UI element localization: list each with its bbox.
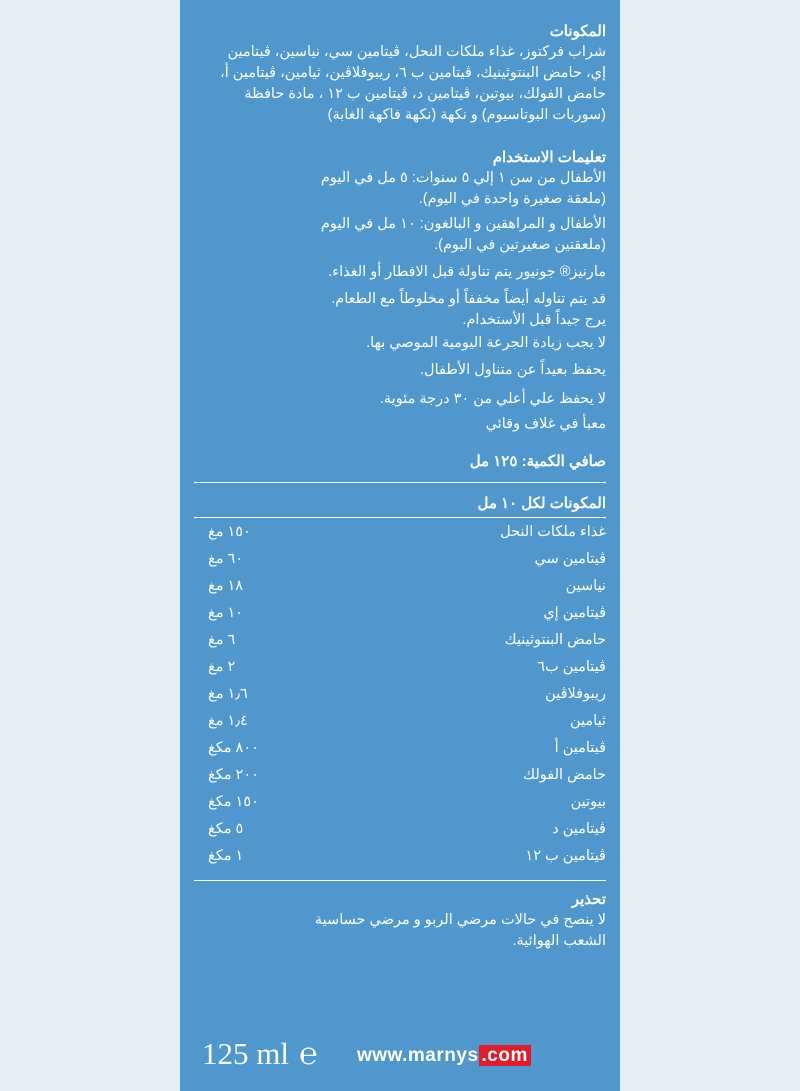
nutrient-name: ڤيتامين سي: [534, 551, 606, 567]
usage-line: (ملعقة صغيرة واحدة في اليوم).: [418, 191, 606, 207]
per-dose-title: المكونات لكل ١٠ مل: [477, 495, 606, 512]
nutrient-amount: ٨٠٠ مكغ: [208, 740, 259, 756]
nutrient-amount: ١٫٤ مغ: [208, 713, 248, 729]
nutrient-amount: ١٨ مغ: [208, 578, 244, 594]
table-row: [208, 821, 606, 845]
usage-line: (ملعقتين صغيرتين في اليوم).: [434, 237, 606, 253]
ingredients-section: [194, 22, 606, 126]
nutrient-name: ثيامين: [569, 713, 606, 729]
nutrient-name: ڤيتامين إي: [543, 605, 606, 621]
usage-line: لا يجب زيادة الجرعة اليومية الموصي بها.: [366, 335, 606, 351]
ingredients-line: حامض الفولك، بيوتين، ڤيتامين د، ڤيتامين ب ١٢ ، مادة حافظة: [244, 86, 606, 102]
table-row: [208, 551, 606, 575]
usage-section: [194, 148, 606, 435]
table-row: [208, 578, 606, 602]
table-row: [208, 713, 606, 737]
ingredients-line: شراب فركتوز، غذاء ملكات النحل، ڤيتامين سي، نياسين، ڤيتامين: [227, 44, 606, 60]
nutrient-amount: ١٫٦ مغ: [208, 686, 248, 702]
nutrient-name: بيوتين: [570, 794, 606, 810]
table-row: [208, 686, 606, 710]
nutrient-amount: ١ مكغ: [208, 848, 244, 864]
nutrient-amount: ٢٠٠ مكغ: [208, 767, 259, 783]
nutrient-name: حامض البنتوثينيك: [504, 632, 606, 648]
ingredients-line: إي، حامض البنتوثينيك، ڤيتامين ب ٦، ريبوفلاڤين، ثيامين، ڤيتامين أ،: [220, 65, 606, 81]
nutrient-name: غذاء ملكات النحل: [500, 524, 606, 540]
nutrient-amount: ١٥٠ مغ: [208, 524, 251, 540]
divider: [194, 517, 606, 518]
table-row: [208, 848, 606, 872]
nutrient-amount: ٦ مغ: [208, 632, 236, 648]
usage-line: مارنيز® جونيور يتم تناولة قبل الافطار أو الغذاء.: [328, 264, 606, 280]
table-row: [208, 740, 606, 764]
table-row: [208, 632, 606, 656]
usage-text: [194, 168, 606, 435]
nutrient-name: ڤيتامين د: [552, 821, 606, 837]
net-quantity: صافي الكمية: ١٢٥ مل: [469, 453, 606, 470]
nutrient-name: ريبوفلاڤين: [545, 686, 606, 702]
divider: [194, 880, 606, 881]
usage-line: الأطفال و المراهقين و البالغون: ١٠ مل في اليوم: [320, 216, 606, 232]
usage-line: الأطفال من سن ١ إلي ٥ سنوات: ٥ مل في اليوم: [320, 170, 606, 186]
usage-title: تعليمات الاستخدام: [492, 149, 606, 166]
table-row: [208, 767, 606, 791]
table-row: [208, 524, 606, 548]
footer: [202, 1036, 602, 1076]
divider: [194, 482, 606, 483]
warning-section: [194, 890, 606, 952]
nutrient-amount: ١٥٠ مكغ: [208, 794, 259, 810]
nutrient-name: ڤيتامين ب٦: [537, 659, 606, 675]
warning-line: الشعب الهوائية.: [512, 933, 606, 949]
nutrient-amount: ٦٠ مغ: [208, 551, 244, 567]
usage-line: يرج جيداً قبل الأستخدام.: [462, 312, 606, 328]
label-panel: [180, 0, 620, 1091]
ingredients-title: المكونات: [549, 23, 606, 40]
usage-line: معبأ في غلاف وقائي: [485, 416, 606, 432]
table-row: [208, 794, 606, 818]
nutrient-amount: ٢ مغ: [208, 659, 236, 675]
ingredients-line: (سوربات البوتاسيوم) و نكهة (نكهة فاكهة الغابة): [327, 107, 606, 123]
volume-label: 125 ml: [202, 1036, 289, 1071]
nutrient-name: ڤيتامين أ: [554, 740, 606, 756]
table-row: [208, 605, 606, 629]
nutrient-name: نياسين: [565, 578, 606, 594]
ingredients-text: [194, 42, 606, 126]
website-tld: .com: [479, 1045, 531, 1066]
usage-line: يحفظ بعيداً عن متناول الأطفال.: [420, 362, 606, 378]
website-main: www.marnys: [357, 1045, 479, 1066]
nutrient-amount: ١٠ مغ: [208, 605, 244, 621]
estimated-sign-icon: ℮: [299, 1036, 318, 1071]
warning-line: لا ينصح في حالات مرضي الربو و مرضي حساسية: [314, 912, 606, 928]
usage-line: قد يتم تناوله أيضاً مخففاً أو مخلوطاً مع الطعام.: [331, 291, 606, 307]
nutrient-name: حامض الفولك: [523, 767, 606, 783]
nutrient-amount: ٥ مكغ: [208, 821, 244, 837]
warning-text: [194, 910, 606, 952]
website-link[interactable]: [357, 1045, 531, 1067]
table-row: [208, 659, 606, 683]
usage-line: لا يحفظ علي أعلي من ٣٠ درجة مئوية.: [379, 391, 606, 407]
nutrient-name: ڤيتامين ب ١٢: [525, 848, 606, 864]
warning-title: تحذير: [571, 891, 606, 908]
